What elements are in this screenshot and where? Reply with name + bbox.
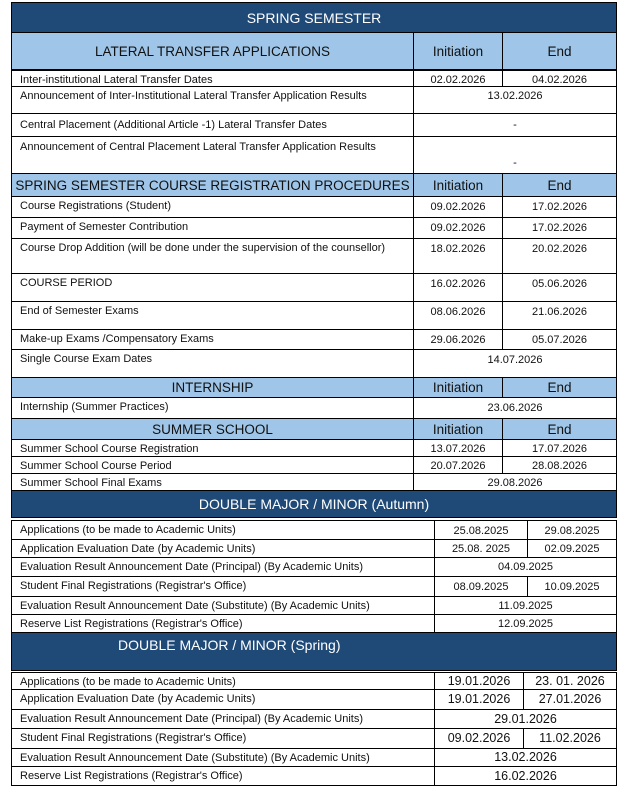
row-value: - <box>414 137 617 174</box>
initiation-label: Initiation <box>432 43 484 59</box>
row-end: 27.01.2026 <box>524 690 617 710</box>
row-start: 25.08. 2025 <box>435 540 528 558</box>
summer-initiation-header <box>414 419 503 440</box>
row-label: Applications (to be made to Academic Units) <box>11 672 435 690</box>
row-end: 05.06.2026 <box>503 274 617 302</box>
end-label: End <box>547 177 572 193</box>
row-label: Announcement of Central Placement Lateral Transfer Application Results <box>11 137 414 174</box>
table-row <box>11 398 617 419</box>
summer-header-text: SUMMER SCHOOL <box>152 421 273 437</box>
row-start: 08.09.2025 <box>435 577 528 597</box>
row-label: Make-up Exams /Compensatory Exams <box>11 330 414 350</box>
dm-autumn-header <box>11 491 617 518</box>
row-end: 29.08.2025 <box>528 520 617 540</box>
page-title-text: SPRING SEMESTER <box>246 9 382 26</box>
registration-header-text: SPRING SEMESTER COURSE REGISTRATION PROCEDURES <box>15 177 410 193</box>
table-row <box>11 729 617 749</box>
table-row <box>11 70 617 87</box>
row-value: 23.06.2026 <box>414 398 617 419</box>
internship-header <box>11 378 414 398</box>
row-label: Course Registrations (Student) <box>11 197 414 218</box>
row-end: 17.02.2026 <box>503 197 617 218</box>
row-value: 29.01.2026 <box>435 710 617 729</box>
end-label: End <box>547 43 572 59</box>
dm-autumn-header-text: DOUBLE MAJOR / MINOR (Autumn) <box>198 496 430 512</box>
dm-spring-header-text: DOUBLE MAJOR / MINOR (Spring) <box>118 637 341 653</box>
row-label: Inter-institutional Lateral Transfer Dates <box>11 70 414 87</box>
row-label: COURSE PERIOD <box>11 274 414 302</box>
row-label: Internship (Summer Practices) <box>11 398 414 419</box>
summer-header-row <box>11 419 617 440</box>
table-row <box>11 710 617 729</box>
row-label: Student Final Registrations (Registrar's Office) <box>11 729 435 749</box>
row-label: Evaluation Result Announcement Date (Principal) (By Academic Units) <box>11 558 435 577</box>
row-start: 09.02.2026 <box>414 197 503 218</box>
registration-initiation-header <box>414 174 503 197</box>
initiation-label: Initiation <box>432 380 484 395</box>
table-row <box>11 597 617 615</box>
row-start: 13.07.2026 <box>414 440 503 457</box>
lateral-header <box>11 33 414 70</box>
row-start: 20.07.2026 <box>414 457 503 474</box>
row-label: Reserve List Registrations (Registrar's Office) <box>11 767 435 786</box>
row-label: Course Drop Addition (will be done under the supervision of the counsellor) <box>11 239 414 274</box>
row-label: Summer School Final Exams <box>11 474 414 491</box>
internship-header-row <box>11 378 617 398</box>
row-start: 09.02.2026 <box>414 218 503 239</box>
row-label: Central Placement (Additional Article -1) Lateral Transfer Dates <box>11 114 414 137</box>
row-start: 18.02.2026 <box>414 239 503 274</box>
row-end: 11.02.2026 <box>524 729 617 749</box>
row-end: 20.02.2026 <box>503 239 617 274</box>
row-value: 04.09.2025 <box>435 558 617 577</box>
internship-end-header <box>503 378 617 398</box>
row-end: 28.08.2026 <box>503 457 617 474</box>
table-row <box>11 274 617 302</box>
lateral-header-text: LATERAL TRANSFER APPLICATIONS <box>94 43 331 59</box>
row-label: Summer School Course Period <box>11 457 414 474</box>
table-row <box>11 440 617 457</box>
summer-end-header <box>503 419 617 440</box>
summer-header <box>11 419 414 440</box>
end-label: End <box>547 421 572 437</box>
row-value: - <box>414 114 617 137</box>
row-end: 17.07.2026 <box>503 440 617 457</box>
table-row <box>11 690 617 710</box>
row-end: 05.07.2026 <box>503 330 617 350</box>
table-row <box>11 767 617 786</box>
row-value: 13.02.2026 <box>414 87 617 114</box>
row-label: Payment of Semester Contribution <box>11 218 414 239</box>
table-row <box>11 457 617 474</box>
dm-spring-header-row <box>11 633 617 671</box>
page-title <box>11 2 617 33</box>
row-start: 19.01.2026 <box>435 672 524 690</box>
row-label: Application Evaluation Date (by Academic Units) <box>11 690 435 710</box>
row-start: 25.08.2025 <box>435 520 528 540</box>
dm-spring-header <box>11 633 617 671</box>
row-label: Summer School Course Registration <box>11 440 414 457</box>
table-row <box>11 239 617 274</box>
table-row <box>11 672 617 690</box>
row-start: 08.06.2026 <box>414 302 503 330</box>
row-start: 02.02.2026 <box>414 70 503 87</box>
table-row <box>11 87 617 114</box>
table-row <box>11 540 617 558</box>
row-label: Single Course Exam Dates <box>11 350 414 378</box>
row-label: Reserve List Registrations (Registrar's Office) <box>11 615 435 633</box>
table-row <box>11 302 617 330</box>
row-end: 02.09.2025 <box>528 540 617 558</box>
title-row <box>11 2 617 33</box>
table-row <box>11 218 617 239</box>
row-start: 29.06.2026 <box>414 330 503 350</box>
table-row <box>11 749 617 767</box>
lateral-end-header <box>503 33 617 70</box>
row-value: 11.09.2025 <box>435 597 617 615</box>
table-row <box>11 350 617 378</box>
row-end: 21.06.2026 <box>503 302 617 330</box>
registration-end-header <box>503 174 617 197</box>
table-row <box>11 520 617 540</box>
row-value: 29.08.2026 <box>414 474 617 491</box>
internship-header-text: INTERNSHIP <box>171 380 254 395</box>
row-end: 23. 01. 2026 <box>524 672 617 690</box>
internship-initiation-header <box>414 378 503 398</box>
end-label: End <box>547 380 572 395</box>
row-value: 16.02.2026 <box>435 767 617 786</box>
table-row <box>11 615 617 633</box>
table-row <box>11 474 617 491</box>
row-end: 10.09.2025 <box>528 577 617 597</box>
table-row <box>11 330 617 350</box>
initiation-label: Initiation <box>432 177 484 193</box>
table-row <box>11 114 617 137</box>
table-row <box>11 558 617 577</box>
row-end: 17.02.2026 <box>503 218 617 239</box>
dm-autumn-header-row <box>11 491 617 518</box>
row-value: 12.09.2025 <box>435 615 617 633</box>
row-label: Evaluation Result Announcement Date (Substitute) (By Academic Units) <box>11 749 435 767</box>
row-label: Announcement of Inter-Institutional Lateral Transfer Application Results <box>11 87 414 114</box>
row-label: Application Evaluation Date (by Academic Units) <box>11 540 435 558</box>
row-label: Evaluation Result Announcement Date (Principal) (By Academic Units) <box>11 710 435 729</box>
table-row <box>11 577 617 597</box>
row-start: 19.01.2026 <box>435 690 524 710</box>
row-label: End of Semester Exams <box>11 302 414 330</box>
row-label: Applications (to be made to Academic Units) <box>11 520 435 540</box>
table-row <box>11 137 617 174</box>
registration-header <box>11 174 414 197</box>
row-value: 13.02.2026 <box>435 749 617 767</box>
row-start: 16.02.2026 <box>414 274 503 302</box>
row-label: Evaluation Result Announcement Date (Substitute) (By Academic Units) <box>11 597 435 615</box>
row-end: 04.02.2026 <box>503 70 617 87</box>
lateral-header-row <box>11 33 617 70</box>
table-row <box>11 197 617 218</box>
lateral-initiation-header <box>414 33 503 70</box>
row-start: 09.02.2026 <box>435 729 524 749</box>
row-label: Student Final Registrations (Registrar's Office) <box>11 577 435 597</box>
initiation-label: Initiation <box>432 421 484 437</box>
row-value: 14.07.2026 <box>414 350 617 378</box>
registration-header-row <box>11 174 617 197</box>
